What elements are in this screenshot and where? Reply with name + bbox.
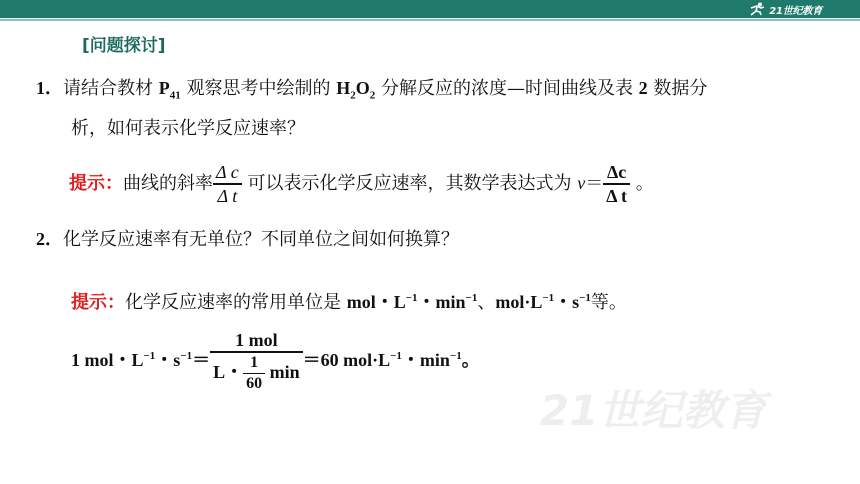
question-1-text-c: 分解反应的浓度—时间曲线及表 xyxy=(375,78,639,99)
conversion-rhs-exp-1: −1 xyxy=(390,350,402,362)
hint-2-end: 等。 xyxy=(590,292,627,313)
hint-2-label: 提示： xyxy=(71,292,125,313)
hint-1-text-b: 可以表示化学反应速率，其数学表达式为 xyxy=(241,173,578,194)
conversion-rhs-a: ＝60 mol·L xyxy=(302,350,391,370)
conversion-denominator xyxy=(210,353,303,393)
question-1-text-b: 观察思考中绘制的 xyxy=(180,78,337,99)
slope-numerator: Δ c xyxy=(216,162,239,183)
h-symbol: H xyxy=(336,78,351,98)
question-2-number: 2． xyxy=(36,229,63,249)
hint-1 xyxy=(69,160,654,207)
section-title: [问题探讨] xyxy=(82,36,166,56)
conversion-lhs-a: 1 mol・L xyxy=(71,350,144,370)
rate-fraction xyxy=(603,163,630,205)
slope-fraction xyxy=(213,163,242,205)
unit-1-exp: −1 xyxy=(405,292,418,304)
sixtieth-numerator: 1 xyxy=(250,353,259,371)
rate-numerator: Δc xyxy=(606,162,627,183)
unit-2: mol·L xyxy=(495,292,543,312)
rate-denominator: Δ t xyxy=(606,185,627,206)
brand-logo xyxy=(748,1,822,17)
conversion-equals: ＝ xyxy=(192,350,211,370)
sixtieth-denominator: 60 xyxy=(246,375,263,393)
question-1-text-a: 请结合教材 xyxy=(63,78,159,99)
watermark: 21世纪教育 xyxy=(540,386,767,435)
hint-1-label: 提示： xyxy=(69,173,123,194)
conversion-equation xyxy=(71,325,480,392)
equals-sign: ＝ xyxy=(585,173,604,194)
question-1-text-d: 数据分 xyxy=(647,78,708,99)
table-number: 2 xyxy=(638,78,648,98)
conversion-lhs-b: ・s xyxy=(155,350,181,370)
question-1-number: 1． xyxy=(36,78,63,98)
conversion-numerator: 1 mol xyxy=(235,330,278,351)
p-symbol: P xyxy=(158,78,170,98)
hint-1-text-a: 曲线的斜率 xyxy=(123,173,213,194)
conversion-fraction xyxy=(210,331,303,392)
o-subscript: 2 xyxy=(369,89,376,102)
unit-2-b: ・s xyxy=(554,292,580,312)
o-symbol: O xyxy=(355,78,370,98)
hint-2 xyxy=(71,286,627,315)
unit-2-exp: −1 xyxy=(542,292,555,304)
hint-1-end: 。 xyxy=(629,173,654,194)
p-subscript: 41 xyxy=(169,89,181,102)
sixtieth-fraction xyxy=(243,355,265,393)
top-bar-underline xyxy=(0,19,860,21)
unit-separator: 、 xyxy=(477,292,496,313)
top-bar xyxy=(0,0,860,18)
question-2-text: 化学反应速率有无单位？不同单位之间如何换算？ xyxy=(63,229,459,250)
unit-2b-exp: −1 xyxy=(579,292,591,304)
unit-1: mol・L xyxy=(346,292,406,312)
denominator-left: L・ xyxy=(213,361,244,382)
question-1-line-1 xyxy=(36,76,707,108)
unit-1b-exp: −1 xyxy=(465,292,478,304)
velocity-symbol: v xyxy=(577,173,586,193)
question-1-line-2: 析，如何表示化学反应速率？ xyxy=(71,118,305,139)
conversion-lhs-exp-2: −1 xyxy=(180,350,193,362)
hint-2-text-a: 化学反应速率的常用单位是 xyxy=(125,292,347,313)
logo-text: 21世纪教育 xyxy=(769,5,822,17)
conversion-lhs-exp-1: −1 xyxy=(143,350,156,362)
slope-denominator: Δ t xyxy=(217,185,238,206)
denominator-right: min xyxy=(265,361,300,382)
conversion-rhs-b: ・min xyxy=(401,350,450,370)
runner-icon xyxy=(748,2,766,16)
unit-1-b: ・min xyxy=(417,292,466,312)
conversion-end: 。 xyxy=(461,350,480,370)
h-subscript: 2 xyxy=(350,89,356,102)
conversion-rhs-exp-2: −1 xyxy=(449,350,462,362)
question-2 xyxy=(36,227,459,252)
